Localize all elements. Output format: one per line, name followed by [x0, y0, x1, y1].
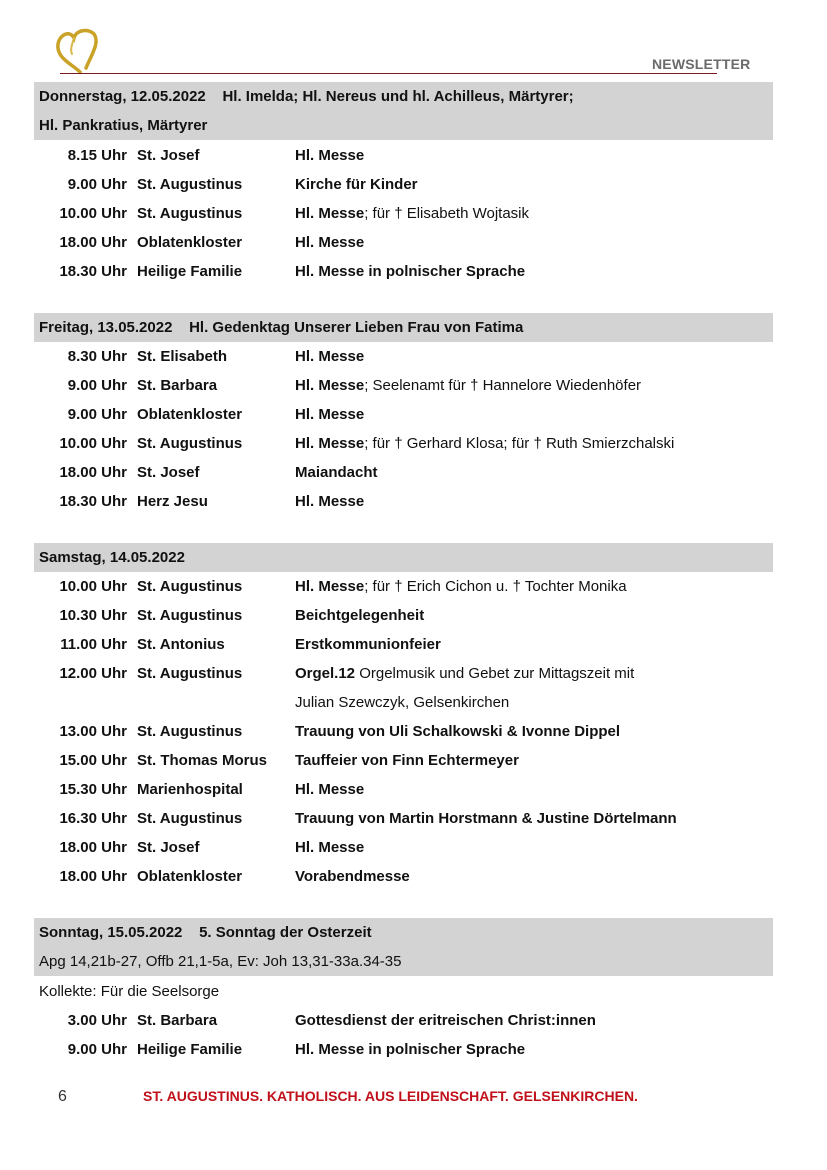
event-time: 18.00 Uhr: [59, 464, 127, 481]
event-title: Hl. Messe: [295, 205, 365, 222]
event-detail: ; Seelenamt für † Hannelore Wiedenhöfer: [364, 377, 642, 394]
event-place: Oblatenkloster: [137, 406, 243, 423]
event-title: Hl. Messe: [295, 781, 365, 798]
event-time: 10.30 Uhr: [59, 607, 127, 624]
event-place: Herz Jesu: [137, 493, 208, 510]
event-place: Heilige Familie: [137, 1041, 243, 1058]
event-description: [295, 487, 364, 516]
event-place: St. Barbara: [137, 1012, 218, 1029]
event-description: [295, 228, 364, 257]
event-place: St. Barbara: [137, 377, 218, 394]
event-place: St. Josef: [137, 147, 200, 164]
event-title: Tauffeier von Finn Echtermeyer: [295, 752, 519, 769]
event-place: St. Thomas Morus: [137, 752, 268, 769]
day-title: Sonntag, 15.05.2022: [39, 924, 183, 941]
event-time: 11.00 Uhr: [60, 636, 127, 653]
event-title: Hl. Messe: [295, 348, 365, 365]
event-place: St. Augustinus: [137, 810, 243, 827]
event-time: 3.00 Uhr: [67, 1012, 127, 1029]
event-time: 18.00 Uhr: [59, 839, 127, 856]
event-description: [295, 572, 627, 601]
collection-note: Kollekte: Für die Seelsorge: [39, 983, 220, 1000]
event-place: St. Augustinus: [137, 607, 243, 624]
event-place: Marienhospital: [137, 781, 243, 798]
event-time: 18.00 Uhr: [59, 868, 127, 885]
event-place: St. Augustinus: [137, 723, 243, 740]
heart-logo: [50, 24, 114, 76]
event-detail: ; für † Gerhard Klosa; für † Ruth Smierzchalski: [364, 435, 675, 452]
event-place: Oblatenkloster: [137, 234, 243, 251]
event-detail: ; für † Elisabeth Wojtasik: [364, 205, 529, 222]
event-place: St. Josef: [137, 839, 200, 856]
day-header-saturday: [34, 543, 773, 572]
event-title: Erstkommunionfeier: [295, 636, 441, 653]
event-place: St. Josef: [137, 464, 200, 481]
day-feast: Hl. Gedenktag Unserer Lieben Frau von Fatima: [189, 319, 524, 336]
event-description: [295, 141, 364, 170]
footer-tagline: ST. AUGUSTINUS. KATHOLISCH. AUS LEIDENSCHAFT. GELSENKIRCHEN.: [143, 1088, 638, 1104]
day-feast-continued: Hl. Pankratius, Märtyrer: [39, 117, 208, 134]
day-readings: Apg 14,21b-27, Offb 21,1-5a, Ev: Joh 13,31-33a.34-35: [39, 953, 402, 970]
day-title: Samstag, 14.05.2022: [39, 549, 185, 566]
event-title: Hl. Messe: [295, 406, 365, 423]
header-rule: [60, 73, 717, 74]
page-number: 6: [58, 1088, 67, 1105]
event-place: St. Elisabeth: [137, 348, 228, 365]
event-title: Gottesdienst der eritreischen Christ:innen: [295, 1012, 596, 1029]
event-description: [295, 257, 525, 286]
event-title: Hl. Messe: [295, 578, 365, 595]
newsletter-label: NEWSLETTER: [652, 56, 751, 72]
event-time: 18.30 Uhr: [59, 263, 127, 280]
event-time: 15.30 Uhr: [59, 781, 127, 798]
day-title: Donnerstag, 12.05.2022: [39, 88, 206, 105]
event-description: [295, 429, 674, 458]
event-description: [295, 170, 418, 199]
event-place: St. Augustinus: [137, 665, 243, 682]
event-time: 16.30 Uhr: [59, 810, 127, 827]
event-description: [295, 746, 519, 775]
day-feast: Hl. Imelda; Hl. Nereus und hl. Achilleus, Märtyrer;: [222, 88, 574, 105]
day-title: Freitag, 13.05.2022: [39, 319, 173, 336]
event-title: Hl. Messe in polnischer Sprache: [295, 263, 526, 280]
event-description: [295, 630, 441, 659]
day-header-friday: [34, 313, 773, 342]
event-title: Vorabendmesse: [295, 868, 410, 885]
event-time: 9.00 Uhr: [67, 1041, 127, 1058]
event-place: St. Augustinus: [137, 435, 243, 452]
event-time: 9.00 Uhr: [67, 406, 127, 423]
event-description: [295, 659, 634, 688]
event-time: 18.30 Uhr: [59, 493, 127, 510]
event-time: 18.00 Uhr: [59, 234, 127, 251]
event-place: Oblatenkloster: [137, 868, 243, 885]
event-title: Hl. Messe in polnischer Sprache: [295, 1041, 526, 1058]
event-description: [295, 371, 641, 400]
event-time: 9.00 Uhr: [67, 176, 127, 193]
event-detail: Orgelmusik und Gebet zur Mittagszeit mit: [355, 665, 635, 682]
event-title: Hl. Messe: [295, 377, 365, 394]
day-header-thursday: [34, 82, 773, 140]
event-title: Trauung von Martin Horstmann & Justine Dörtelmann: [295, 810, 677, 827]
event-description: [295, 804, 677, 833]
event-description: [295, 862, 410, 891]
event-description: [295, 458, 378, 487]
event-description: [295, 717, 620, 746]
event-description: [295, 199, 529, 228]
event-time: 12.00 Uhr: [59, 665, 127, 682]
event-detail-continued: Julian Szewczyk, Gelsenkirchen: [295, 694, 510, 711]
day-feast: 5. Sonntag der Osterzeit: [199, 924, 372, 941]
event-description: [295, 601, 424, 630]
event-place: St. Augustinus: [137, 578, 243, 595]
event-time: 10.00 Uhr: [59, 435, 127, 452]
event-title: Hl. Messe: [295, 839, 365, 856]
day-header-sunday: [34, 918, 773, 976]
event-title: Kirche für Kinder: [295, 176, 418, 193]
event-time: 10.00 Uhr: [59, 578, 127, 595]
event-title: Orgel.12: [295, 665, 356, 682]
event-title: Hl. Messe: [295, 234, 365, 251]
event-time: 8.15 Uhr: [67, 147, 127, 164]
event-time: 10.00 Uhr: [59, 205, 127, 222]
event-title: Maiandacht: [295, 464, 378, 481]
event-description: [295, 1006, 596, 1035]
event-place: St. Antonius: [137, 636, 225, 653]
event-description: [295, 1035, 525, 1064]
event-title: Trauung von Uli Schalkowski & Ivonne Dippel: [295, 723, 621, 740]
event-place: St. Augustinus: [137, 205, 243, 222]
event-time: 13.00 Uhr: [59, 723, 127, 740]
event-place: St. Augustinus: [137, 176, 243, 193]
event-description: [295, 400, 364, 429]
event-description: [295, 833, 364, 862]
event-title: Beichtgelegenheit: [295, 607, 425, 624]
event-title: Hl. Messe: [295, 147, 365, 164]
event-time: 9.00 Uhr: [67, 377, 127, 394]
event-title: Hl. Messe: [295, 493, 365, 510]
event-description: [295, 342, 364, 371]
event-time: 15.00 Uhr: [59, 752, 127, 769]
event-place: Heilige Familie: [137, 263, 243, 280]
event-description: [295, 775, 364, 804]
event-detail: ; für † Erich Cichon u. † Tochter Monika: [364, 578, 627, 595]
event-title: Hl. Messe: [295, 435, 365, 452]
event-time: 8.30 Uhr: [67, 348, 127, 365]
